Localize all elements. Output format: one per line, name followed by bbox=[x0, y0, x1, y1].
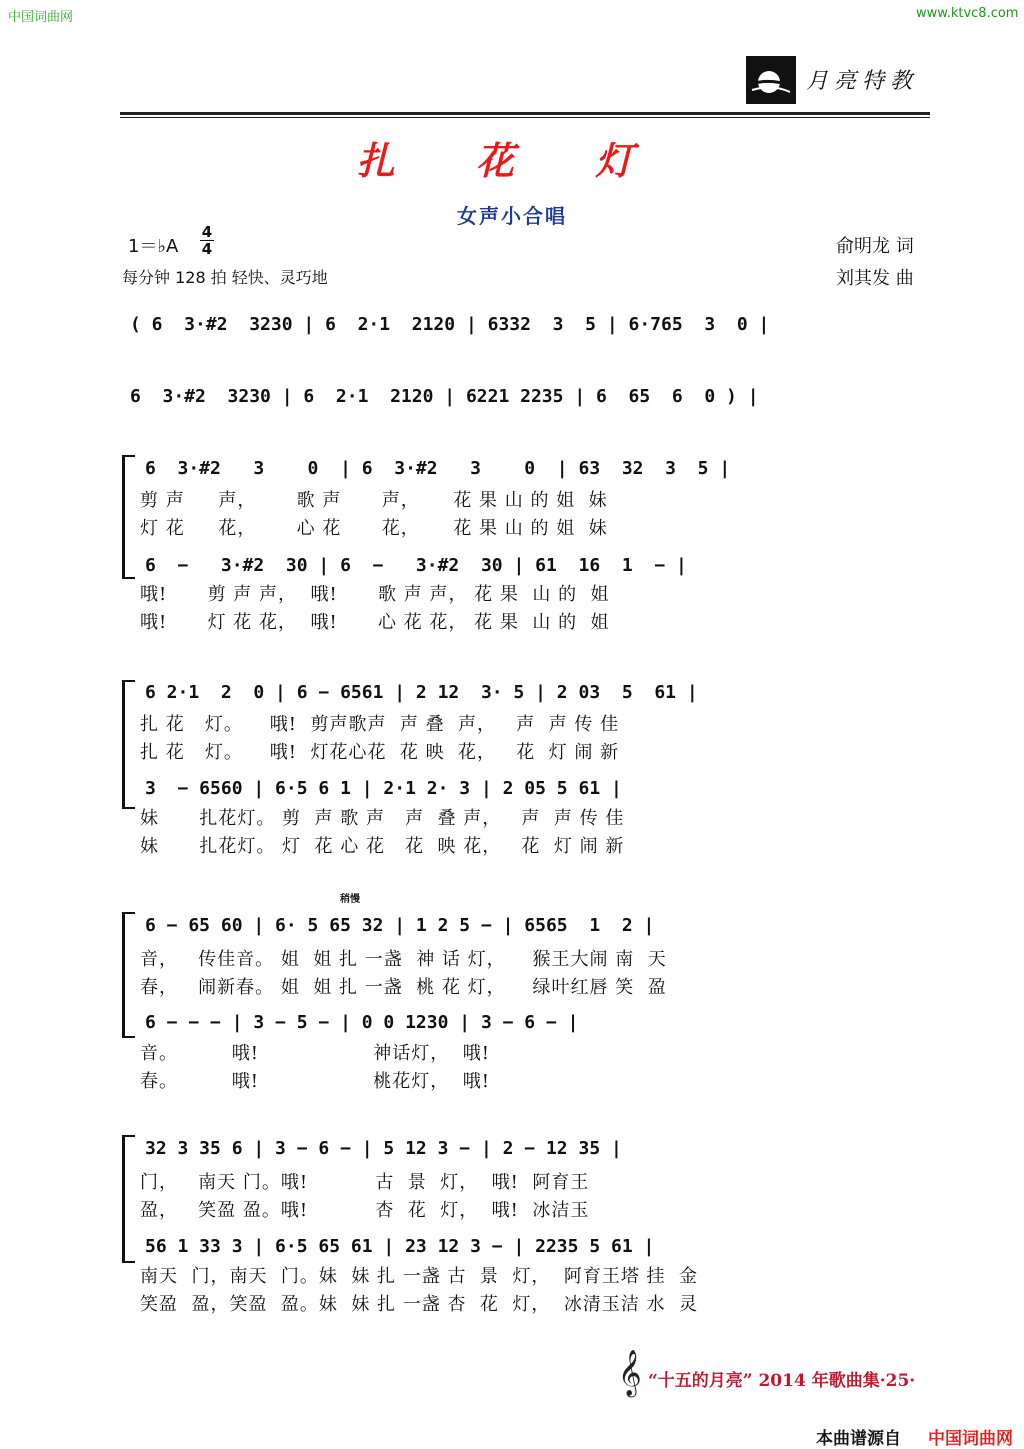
header-rule-thin bbox=[120, 117, 930, 118]
publisher-name: 月亮特教 bbox=[806, 69, 919, 94]
system-4-upper-notes: 32 3 35 6 | 3 − 6 − | 5 12 3 − | 2 − 12 35 | bbox=[145, 1138, 622, 1159]
system-4-lower-notes: 56 1 33 3 | 6·5 65 61 | 23 12 3 − | 2235 5 61 | bbox=[145, 1236, 655, 1257]
lyricist-credit: 俞明龙 词 bbox=[836, 236, 914, 257]
intro-line-1: ( 6 3·#2 3230 | 6 2·1 2120 | 6332 3 5 | 6·765 3 0 | bbox=[130, 314, 770, 335]
system-4-upper-lyrics-v1: 门， 南天 门。哦! 古 景 灯， 哦! 阿育王 bbox=[140, 1172, 590, 1193]
system-2-upper-lyrics-v1: 扎 花 灯。 哦! 剪声歌声 声 叠 声， 声 声 传 佳 bbox=[140, 714, 620, 735]
system-1-upper-lyrics-v1: 剪 声 声， 歌 声 声， 花 果 山 的 姐 妹 bbox=[140, 490, 608, 511]
system-1-upper-notes: 6 3·#2 3 0 | 6 3·#2 3 0 | 63 32 3 5 | bbox=[145, 458, 731, 479]
system-3-upper-lyrics-v2: 春， 闹新春。 姐 姐 扎 一盏 桃 花 灯， 绿叶红唇 笑 盈 bbox=[140, 977, 667, 998]
system-brace bbox=[122, 680, 135, 809]
site-watermark-right[interactable]: www.ktvc8.com bbox=[916, 6, 1019, 21]
system-4-upper-lyrics-v2: 盈， 笑盈 盈。哦! 杏 花 灯， 哦! 冰洁玉 bbox=[140, 1200, 590, 1221]
system-3-upper-notes: 6 − 65 60 | 6· 5 65 32 | 1 2 5 − | 6565 1 2 | bbox=[145, 915, 655, 936]
key-signature: 1＝♭A bbox=[128, 236, 179, 257]
source-label: 本曲谱源自 bbox=[816, 1429, 901, 1449]
system-3-lower-lyrics-v2: 春。 哦! 桃花灯， 哦! bbox=[140, 1071, 490, 1092]
header-rule bbox=[120, 112, 930, 115]
tempo-instruction: 每分钟 128 拍 轻快、灵巧地 bbox=[122, 268, 328, 287]
tempo-change-marking: 稍慢 bbox=[340, 894, 360, 905]
system-1-lower-lyrics-v1: 哦! 剪 声 声， 哦! 歌 声 声， 花 果 山 的 姐 bbox=[140, 584, 610, 605]
song-title: 扎 花 灯 bbox=[356, 138, 668, 183]
site-watermark-left: 中国词曲网 bbox=[8, 10, 74, 25]
system-4-lower-lyrics-v1: 南天 门，南天 门。妹 妹 扎 一盏 古 景 灯， 阿育王塔 挂 金 bbox=[140, 1266, 698, 1287]
treble-clef-icon: 𝄞 bbox=[618, 1350, 642, 1396]
song-subtitle: 女声小合唱 bbox=[457, 204, 567, 228]
system-1-upper-lyrics-v2: 灯 花 花， 心 花 花， 花 果 山 的 姐 妹 bbox=[140, 518, 608, 539]
system-1-lower-lyrics-v2: 哦! 灯 花 花， 哦! 心 花 花， 花 果 山 的 姐 bbox=[140, 612, 610, 633]
system-3-upper-lyrics-v1: 音， 传佳音。 姐 姐 扎 一盏 神 话 灯， 猴王大闹 南 天 bbox=[140, 949, 667, 970]
page-footer: “十五的月亮” 2014 年歌曲集·25· bbox=[648, 1371, 916, 1391]
system-2-upper-lyrics-v2: 扎 花 灯。 哦! 灯花心花 花 映 花， 花 灯 闹 新 bbox=[140, 742, 620, 763]
system-2-lower-notes: 3 − 6560 | 6·5 6 1 | 2·1 2· 3 | 2 05 5 61 | bbox=[145, 778, 622, 799]
system-2-lower-lyrics-v2: 妹 扎花灯。 灯 花 心 花 花 映 花， 花 灯 闹 新 bbox=[140, 836, 625, 857]
source-site[interactable]: 中国词曲网 bbox=[928, 1429, 1013, 1449]
system-brace bbox=[122, 1135, 135, 1263]
system-4-lower-lyrics-v2: 笑盈 盈，笑盈 盈。妹 妹 扎 一盏 杏 花 灯， 冰清玉洁 水 灵 bbox=[140, 1294, 698, 1315]
system-2-upper-notes: 6 2·1 2 0 | 6 − 6561 | 2 12 3· 5 | 2 03 5 61 | bbox=[145, 682, 698, 703]
composer-credit: 刘其发 曲 bbox=[836, 268, 914, 289]
system-brace bbox=[122, 455, 135, 579]
system-3-lower-lyrics-v1: 音。 哦! 神话灯， 哦! bbox=[140, 1043, 490, 1064]
intro-line-2: 6 3·#2 3230 | 6 2·1 2120 | 6221 2235 | 6 65 6 0 ) | bbox=[130, 386, 759, 407]
time-signature: 4 4 bbox=[201, 223, 213, 258]
system-1-lower-notes: 6 − 3·#2 30 | 6 − 3·#2 30 | 61 16 1 − | bbox=[145, 555, 687, 576]
publisher-logo-icon bbox=[746, 56, 796, 104]
system-brace bbox=[122, 912, 135, 1038]
system-3-lower-notes: 6 − − − | 3 − 5 − | 0 0 1230 | 3 − 6 − | bbox=[145, 1012, 579, 1033]
system-2-lower-lyrics-v1: 妹 扎花灯。 剪 声 歌 声 声 叠 声， 声 声 传 佳 bbox=[140, 808, 625, 829]
